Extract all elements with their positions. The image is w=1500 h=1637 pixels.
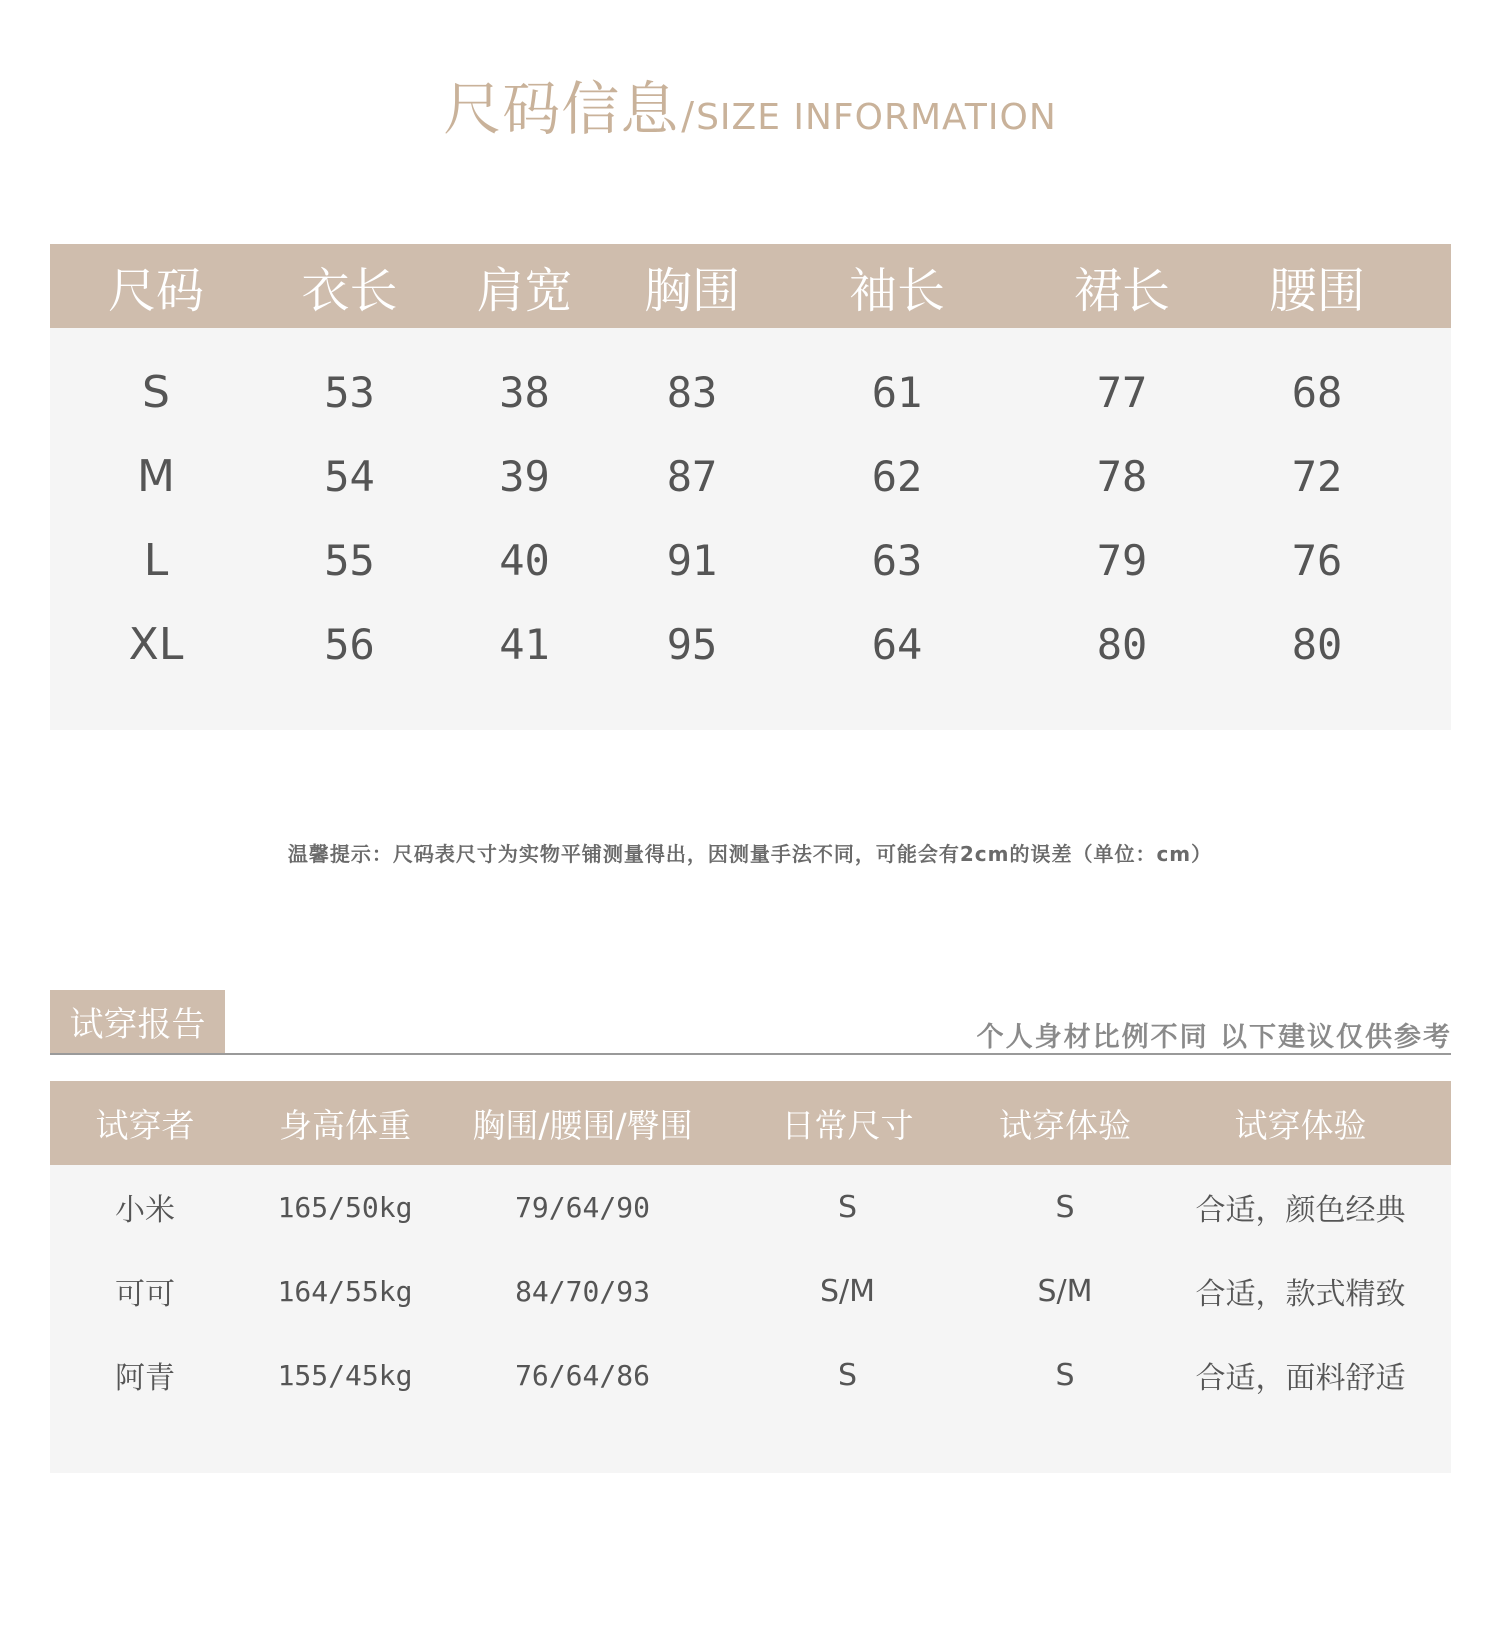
table-cell: 54 <box>324 451 375 501</box>
table-row <box>50 602 1451 686</box>
header-cell: 胸围 <box>643 262 740 319</box>
size-cell: XL <box>128 618 184 670</box>
table-cell: 61 <box>871 367 923 417</box>
tester-name: 可可 <box>115 1277 175 1312</box>
header-cell: 腰围 <box>1268 262 1365 319</box>
title-en: SIZE INFORMATION <box>696 97 1057 138</box>
tester-name: 阿青 <box>115 1361 175 1396</box>
table-cell: 77 <box>1096 367 1148 417</box>
table-cell: 83 <box>666 367 718 417</box>
table-cell: 72 <box>1291 451 1343 501</box>
table-cell: 41 <box>499 619 550 669</box>
header-cell: 试穿者 <box>95 1105 195 1145</box>
header-cell: 袖长 <box>848 262 945 319</box>
header-cell: 肩宽 <box>476 262 573 319</box>
table-row <box>50 518 1451 602</box>
table-cell: 合适，面料舒适 <box>1195 1361 1406 1396</box>
title-cn: 尺码信息 <box>443 75 680 143</box>
table-cell: 合适，款式精致 <box>1195 1277 1406 1312</box>
table-cell: 53 <box>324 367 375 417</box>
tryon-table-header <box>50 1081 1451 1165</box>
table-cell: 91 <box>666 535 718 585</box>
table-cell: 95 <box>666 619 718 669</box>
table-cell: 87 <box>666 451 718 501</box>
table-cell: 164/55kg <box>277 1274 413 1308</box>
table-cell: 79/64/90 <box>515 1190 650 1224</box>
measurement-tip: 温馨提示：尺码表尺寸为实物平铺测量得出，因测量手法不同，可能会有2cm的误差（单位：cm） <box>287 842 1213 866</box>
table-cell: 56 <box>324 619 375 669</box>
table-cell: 78 <box>1096 451 1148 501</box>
size-cell: M <box>137 450 175 502</box>
table-cell: 62 <box>871 451 923 501</box>
table-cell: S <box>1055 1189 1075 1225</box>
size-cell: L <box>143 534 169 586</box>
size-table-header <box>50 244 1451 328</box>
header-cell: 胸围/腰围/臀围 <box>472 1105 693 1145</box>
table-cell: 63 <box>871 535 923 585</box>
table-row <box>50 1249 1451 1333</box>
table-cell: S/M <box>1037 1273 1093 1309</box>
header-cell: 试穿体验 <box>1234 1105 1367 1145</box>
table-cell: 79 <box>1096 535 1148 585</box>
page-title <box>0 62 1500 146</box>
table-row <box>50 434 1451 518</box>
table-cell: S <box>837 1189 858 1225</box>
table-cell: 76/64/86 <box>515 1358 650 1392</box>
size-cell: S <box>142 366 170 418</box>
header-cell: 日常尺寸 <box>781 1105 914 1145</box>
table-cell: 38 <box>499 367 550 417</box>
table-cell: S <box>837 1357 858 1393</box>
tryon-table-body <box>50 1165 1451 1473</box>
table-cell: 64 <box>871 619 923 669</box>
table-cell: 39 <box>499 451 550 501</box>
tryon-report-tab: 试穿报告 <box>50 990 225 1053</box>
table-cell: 合适，颜色经典 <box>1195 1193 1406 1228</box>
header-cell: 试穿体验 <box>999 1105 1131 1145</box>
tester-name: 小米 <box>115 1193 175 1228</box>
size-table <box>50 244 1451 730</box>
table-cell: 84/70/93 <box>515 1274 650 1308</box>
size-table-body <box>50 328 1451 730</box>
divider <box>50 1053 1451 1055</box>
table-cell: 155/45kg <box>277 1358 413 1392</box>
table-cell: 80 <box>1096 619 1148 669</box>
tryon-table <box>50 1081 1451 1473</box>
title-separator: / <box>681 94 695 138</box>
table-cell: 68 <box>1291 367 1343 417</box>
tryon-report-note: 个人身材比例不同 以下建议仅供参考 <box>976 1022 1452 1053</box>
header-cell: 身高体重 <box>279 1105 411 1145</box>
table-cell: 80 <box>1291 619 1343 669</box>
header-cell: 衣长 <box>301 262 398 319</box>
table-cell: 55 <box>324 535 375 585</box>
table-cell: 165/50kg <box>277 1190 413 1224</box>
header-cell: 裙长 <box>1073 262 1170 319</box>
table-row <box>50 1165 1451 1249</box>
table-cell: 40 <box>499 535 550 585</box>
table-row <box>50 350 1451 434</box>
header-cell: 尺码 <box>107 262 204 319</box>
table-cell: S <box>1055 1357 1075 1393</box>
table-row <box>50 1333 1451 1417</box>
table-cell: S/M <box>819 1273 876 1309</box>
table-cell: 76 <box>1291 535 1343 585</box>
